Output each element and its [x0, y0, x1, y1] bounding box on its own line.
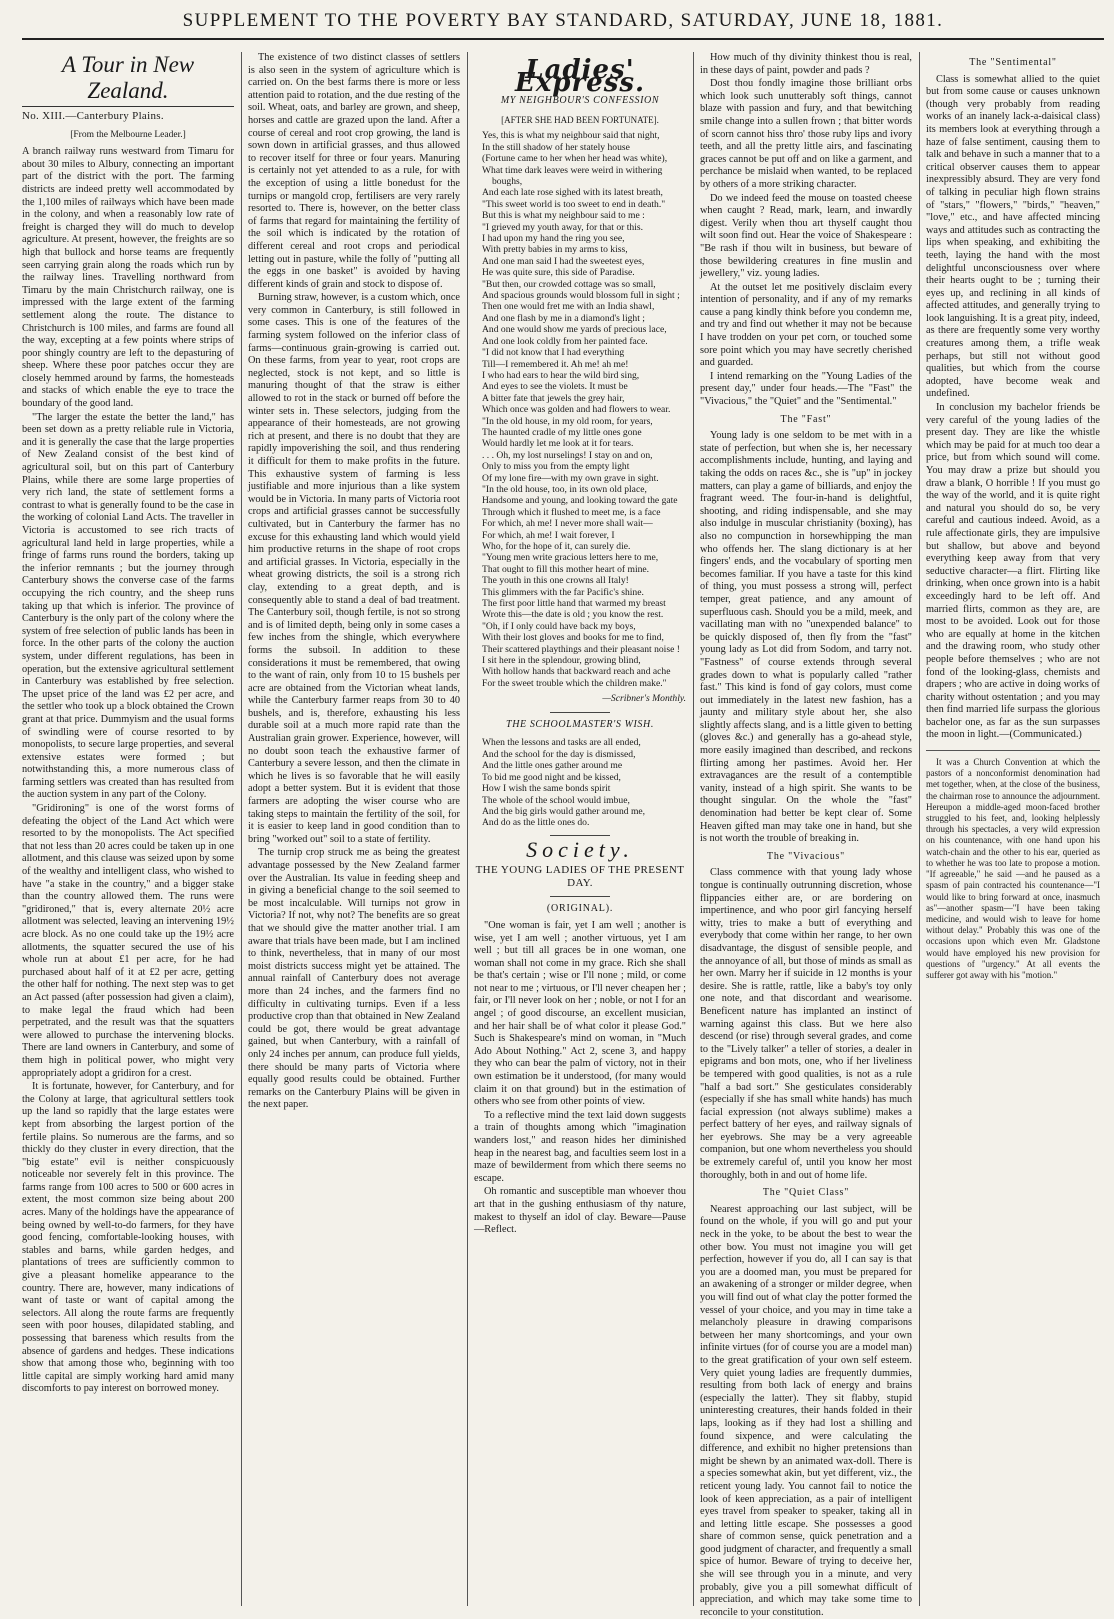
society-paragraph: "One woman is fair, yet I am well ; another is wise, yet I am well ; another virtuous, yet I am well ; but till all graces be in one woman, one woman shall not come in my grace. Rich she shall be that's certain ; wise or I'll none ; mild, or come not near to me ; virtuous, or I'll never cheapen her ; fair, or I'll never look on her ; noble, or not I for an angel ; of good discourse, an excellent musician, and her hair shall be of what color it please God." Such is Shakespeare's mind on woman, in "Much Ado About Nothing." Act 2, scene 3, and happy they who can bear the palm of victory, not in their own estimation be it understood, (for many would claim it on that ground) but in the estimation of others who see from other points of view. [474, 919, 686, 1108]
column-rule [241, 52, 242, 1606]
tour-paragraph: The existence of two distinct classes of settlers is also seen in the system of agriculture which is carried on. On the best farms there is more or less attention paid to rotation, and the due resting of the soil. Wheat, oats, and barley are grown, and sheep, horses and cattle are grazed upon the land. After a course of cereal and root crop growing, the land is sown down in artificial grasses, and thus allowed to recover itself for three or four years. Manuring is certainly not yet attended to as a rule, for with the exception of using a little bonedust for the turnips or mangold crop, fertilisers are very rarely resorted to. There is, however, on the better class of farms that regard for maintaining the fertility of the soil which is indicated by the rotation of different cereal and root crops and periodical letting out in pasture, while the folly of "putting all the eggs in one basket" is avoided by having different kinds of grain and stock to dispose of. [248, 52, 460, 290]
poem-line: And spacious grounds would blossom full in sight ; [482, 290, 680, 302]
poem-line: With hollow hands that backward reach and ache [482, 666, 671, 678]
section-heading-vivacious: The "Vivacious" [766, 850, 846, 862]
poem-schoolmasters-wish [474, 737, 686, 828]
poem-line: "This sweet world is too sweet to end in death." [482, 198, 666, 210]
ladies-express-heading: Ladies' Express. [514, 55, 646, 98]
anecdote-text: It was a Church Convention at which the pastors of a nonconformist denomination had met together, when, at the close of the business, the chairman rose to announce the adjournment. Hereupon a middle-aged moon-faced brother struggled to his feet, and, looking helplessly through his spectacles, a very wild expression on his countenance, with one hand upon his watch-chain and the other to his ear, queried as to whether he was too late to propose a motion. "If agreeable," he said —and he paused as a spasm of pain contracted his countenance—"I would like to bring forward at once, inasmuch as"—another spasm—"I have been taking medicine, and would wish to leave for home without delay." Probably this was one of the occasions upon which even Mr. Gladstone would have employed his new provision for questions of "urgency." At all events the sufferer got away with his "motion." [926, 757, 1100, 980]
tour-paragraph: It is fortunate, however, for Canterbury, and for the Colony at large, that agricultural settlers took up the land so rapidly that the large estates were kept from absorbing the largest portion of the fertile plains. So numerous are the farms, and so thickly do they cluster in every direction, that the "big estate" evil is neither conspicuously noticeable nor severely felt in this province. The farms range from 100 acres to 500 or 600 acres in extent, the most common size being about 200 acres. Many of the holdings have the appearance of being owned by well-to-do farmers, for they have good fencing, comfortable-looking houses, with stables and barns, while garden hedges, and plantations of trees are sufficiently common to give a pleasant homelike appearance to the country. There are, however, many indications of want of taste or want of capital among the selectors. All along the route farms are frequently seen with poor houses, dilapidated stabling, and possessing that bareness which results from the absence of gardens and hedges. These indications show that among those who, beginning with too little capital are simply working hard amid many discomforts to pay interest on borrowed money. [22, 1081, 234, 1395]
divider [550, 712, 610, 713]
poem-line: With their lost gloves and books for me to find, [482, 632, 664, 644]
poem-line: Yes, this is what my neighbour said that night, [482, 130, 660, 142]
poem-line: This glimmers with the far Pacific's shine. [482, 586, 644, 598]
poem-line: The first poor little hand that warmed my breast [482, 598, 666, 610]
tour-title: A Tour in New Zealand. [22, 52, 234, 107]
tour-subtitle: No. XIII.—Canterbury Plains. [22, 110, 164, 122]
society-paragraph: In conclusion my bachelor friends be very careful of the young ladies of the present day. They are like the whistle which may be paid for at much too dear a price, but from which sound will come. You may draw a prize but should you draw a blank, O horrible ! If you must go the way of the world, and it is quite right and natural you should do so, be very careful and cautious indeed. Avoid, as a rule affectionate girls, they are impulsive but shallow, but above and beyond everything keep away from that very seductive character—a flirt. Flirting like drinking, when once grown into is a habit exceedingly hard to be left off. And married flirts, common as they are, are most to be avoided. Look out for those who are equally at home in the kitchen and the drawing room, who study other people before themselves ; who are not fond of the looking-glass, chemists and drapers ; who are active in doing works of charity without ostentation ; and you may then find married life surpass the glorious bachelor one, as far as the sun surpasses the moon in light.—(Communicated.) [926, 402, 1100, 741]
tour-paragraph: "Gridironing" is one of the worst forms of defeating the object of the Land Act which were resorted to by the monopolists. The Act specified that not less than 20 acres could be taken up in one allotment, and this clause was seized upon by some of the wealthy and intelligent class, who wished to have "a stake in the country," and a bigger stake than the country allowed them. The runs were "gridironed," that is, every alternate 20½ acre allotment was selected, leaving an intervening 19½ acre block. As no one could take up the 19½ acre allotments, the squatter secured the use of his whole run at about £1 per acre, for he had purchased about half of it at £2 per acre, getting the other half for nothing. The next step was to get an Act passed (after possession had given a claim), to make legal the fraud which had been perpetrated, and the result was that the squatters were allowed to purchase the intervening blocks. There are land owners in Canterbury, and some of them high in political power, who might very appropriately adopt a gridiron for a crest. [22, 803, 234, 1079]
poem-line: "I grieved my youth away, for that or this. [482, 221, 644, 233]
poem-line: And one look coldly from her painted face. [482, 335, 648, 347]
column-rule [693, 52, 694, 1606]
tour-paragraph: Burning straw, however, is a custom which, once very common in Canterbury, is still followed in some cases. This is one of the features of the farming system followed on the inferior class of farms—continuous grain-growing is carried out. On these farms, from year to year, root crops are neglected, stock is not kept, and so little is manuring thought of that the straw is either allowed to rot in the stack or burned off before the winter sets in. These selectors, judging from the appearance of their homesteads, are not growing rich at present, and there is no doubt that they are rapidly impoverishing the soil, and thus rendering it difficult for them to make profits in the future. This exhaustive system of farming is less justifiable and more injurious than a like system would be in Victoria. In many parts of Victoria root crops and artificial grasses cannot be successfully cultivated, but in Canterbury the farmer has no excuse for this exhausting land which would yield him productive returns in the shape of root crops and artificial grasses. In Victoria, especially in the wheat growing districts, the soil is a strong rich clay, extending to a great depth, and is consequently able to stand a deal of bad treatment. The Canterbury soil, though fertile, is not so strong and is of limited depth, being only in some cases a few inches from the shingle, which everywhere forms the subsoil. In addition to these considerations it must be remembered, that owing to the want of rain, only from 10 to 15 bushels per acre are obtained from the Victorian wheat lands, while the Canterbury farmer reaps from 30 to 40 bushels, and is, therefore, exhausting his less durable soil at a much more rapid rate than the Australian grain grower. Experience, however, will no doubt soon teach the exhaustive farmer of Canterbury a severe lesson, and then the climate in which he lives is so favorable that he will easily adopt a better system. But it is evident that those farmers are adopting the wiser course who are taking steps to maintain the fertility of the soil, for it is easier to keep land in good condition than to bring "worked out" soil to a state of fertility. [248, 292, 460, 845]
society-paragraph: Class is somewhat allied to the quiet but from some cause or causes unknown (though very probably from reading works of an inanely lack-a-daisical class) its members look at everything through a haze of false sentiment, causing them to talk and behave in such a manner that to a critical observer causes them to appear inexpressibly absurd. They are very fond of talking in peculiar high flown strains of "stars," "flowers," "birds," "heaven," "love," etc., and have affected mincing ways and attitudes such as contracting the lips when speaking, and exhibiting the teeth, laying the hand with the most delightful unconsciousness over where their hearts ought to be ; turning their eyes up, and reclining in all kinds of affected attitudes, and generally trying to look languishing. It is a great pity, indeed, as there are frequently some very worthy creatures among them, a trifle weak perhaps, but still not without good qualities, but which from the course adopted, have become weak and undefined. [926, 73, 1100, 400]
poem-line: "In the old house, in my old room, for years, [482, 415, 653, 427]
society-paragraph: Young lady is one seldom to be met with in a state of perfection, but when she is, her necessary accomplishments include, hunting, and laying and taking the odds on races &c., she is "up" in jockey matters, can play a game of billiards, and enjoy the fragrant weed. The four-in-hand is delightful, shooting, and riding indispensable, and she may also indulge in muscular christianity (boxing), has also no compunction in horsewhipping the man who offends her. The slang dictionary is at her fingers' ends, and the vocabulary of sporting men becomes familiar. If you have a taste for this kind of thing, you must possess a strong will, perfect temper, great patience, and any amount of superfluous cash. Should you be a mild, meek, and vacillating man with no "unexpended balance" to be quickly disposed of, then fly from the "fast" young lady as Lot did from Sodom, and tarry not. "Fastness" of course extends through several grades down to what is popularly called "rather fast." This kind is fond of gay colors, must come out immediately in the latest new fashion, has a jaunty and military style about her, she also slightly affects slang, and is a little given to betting (gloves &c.) and generally has a go-ahead style, more easily imagined than described, and reckons flirting among her pastimes. Avoid her. Her extravagances are the result of a contemptible vanity, instead of a high spirit. She wants to be thought singular. On the whole the "fast" denomination had better be kept clear of. Some Heaven gifted man may take one in hand, but she is not worth the trouble of breaking in. [700, 430, 912, 845]
society-paragraph: Nearest approaching our last subject, will be found on the whole, if you will go and put your neck in the yoke, to be about the best to wear the other bow. You must not imagine you will get perfection, however if you do, all I can say is that you are a doomed man, you must be prepared for an awakening of a stronger or milder degree, when you will find out of what clay the potter formed the vessel of your choice, and you may in time take a melancholy pleasure in drawing comparisons between her many shortcomings, and your own infinite virtues (for of course you are a model man) to the great gratification of your own self esteem. Very quiet young ladies are frequently dummies, resulting from both lack of energy and brains (especially the latter). They sit flabby, stupid uninteresting creatures, their hands folded in their laps, looking as if they had lost a shilling and found sixpence, and were calculating the difference, and exhibit no higher pretensions than might be shewn by an animated wax-doll. There is a species somewhat akin, but yet different, viz., the reticent young lady. You cannot fail to notice the look of keen appreciation, as a pair of intelligent eyes travel from speaker to speaker, taking all in and letting little escape. She possesses a good share of common sense, quick penetration and a good judgment of character, and frequently a small spice of humor. Beware of trying to deceive her, she will see through you in a minute, and very probably, give you a pill somewhat difficult of appreciation, and which may take some time to reconcile to your constitution. [700, 1203, 912, 1618]
column-2 [248, 52, 460, 1606]
poem-line: To bid me good night and be kissed, [482, 771, 621, 783]
poem-line: I had upon my hand the ring you see, [482, 233, 625, 245]
poem-line: "I did not know that I had everything [482, 347, 625, 359]
section-heading-fast: The "Fast" [780, 413, 832, 425]
society-paragraph: How much of thy divinity thinkest thou is real, in these days of paint, powder and pads ? [700, 52, 912, 76]
section-heading-sentimental: The "Sentimental" [969, 57, 1057, 68]
poem-line: And the big girls would gather around me, [482, 805, 646, 817]
masthead: SUPPLEMENT TO THE POVERTY BAY STANDARD, SATURDAY, JUNE 18, 1881. [22, 8, 1104, 40]
poem-line: "In the old house, too, in its own old place, [482, 483, 647, 495]
poem-line: I sit here in the splendour, growing blind, [482, 655, 641, 667]
anecdote-box [926, 750, 1100, 981]
poem-line: "But then, our crowded cottage was so small, [482, 278, 656, 290]
poem-line: What time dark leaves were weird in withering boughs, [482, 164, 663, 187]
poem-line: And one flash by me in a diamond's light ; [482, 312, 645, 324]
poem-line: Who, for the hope of it, can surely die. [482, 541, 631, 552]
poem-line: But this is what my neighbour said to me : [482, 210, 645, 222]
society-paragraph: Oh romantic and susceptible man whoever thou art that in the gushing enthusiasm of thy nature, makest to thyself an idol of clay. Beware—Pause—Reflect. [474, 1186, 686, 1236]
poem-line: He was quite sure, this side of Paradise. [482, 267, 635, 279]
poem-line: Which once was golden and had flowers to wear. [482, 404, 671, 416]
poem-line: . . . Oh, my lost nurselings! I stay on and on, [482, 449, 653, 461]
poem-line: Would hardly let me look at it for tears. [482, 438, 634, 450]
poem-title: MY NEIGHBOUR'S CONFESSION [500, 95, 660, 107]
poem-line: And one man said I had the sweetest eyes, [482, 255, 645, 267]
society-paragraph: Do we indeed feed the mouse on toasted cheese when caught ? Read, mark, learn, and inwardly digest. Verily when thou art thyself caught thou wilt soon find out. Hear the voice of Shakespeare : "Be rash if thou wilt in business, but beware of those bewildering creatures in fine muslin and jewellery," viz. young ladies. [700, 192, 912, 280]
original-label: (ORIGINAL). [546, 903, 614, 915]
society-paragraph: Dost thou fondly imagine those brilliant orbs which look such unutterably soft things, cannot blaze with passion and fury, and that bewitching smile change into a sullen frown ; that bitter words of scorn cannot hiss thro' those ruby lips and ivory teeth, and all the pretty little airs, and fascinating graces cannot be put off and on like a garment, and perchance be mislaid when wanted, to be replaced by others of a more striking character. [700, 78, 912, 190]
columns [22, 52, 1100, 1618]
tour-source: [From the Melbourne Leader.] [70, 129, 186, 140]
poem-line: The whole of the school would imbue, [482, 794, 630, 806]
poem-line: For the sweet trouble which the children make." [482, 677, 667, 689]
tour-paragraph: The turnip crop struck me as being the greatest advantage possessed by the New Zealand farmer over the Australian. Its value in feeding sheep and in giving a beneficial change to the soil seemed to be most incalculable. Will turnips not grow in Victoria? If not, why not? The benefits are so great that we should give the matter another trial. I am aware that trials have been made, but I am inclined to think, nevertheless, that in many of our most moist districts success might yet be attained. The annual rainfall of Canterbury does not average more than 24 inches, and the farmers find no difficulty in cultivating turnips. Even if a less productive crop than that obtained in New Zealand could be got, there would be great advantage gained, but when Canterbury, with a rainfall of only 24 inches per annum, can produce full yields, there should be many parts of Victoria where equally good results could be obtained. Further remarks on the Canterbury Plains will be given in the next paper. [248, 847, 460, 1111]
poem-line: Then one would fret me with an India shawl, [482, 301, 655, 313]
poem-line: I who had ears to hear the wild bird sing, [482, 369, 640, 381]
column-rule [919, 52, 920, 1606]
poem-line: Handsome and young, and looking toward the gate [482, 495, 678, 507]
society-paragraph: To a reflective mind the text laid down suggests a train of thoughts among which "imagination wanders lost," and reason hides her diminished heap in the nearest bag, and faculties seem lost in a maze of bewilderment from which there seems no escape. [474, 1109, 686, 1184]
tour-paragraph: A branch railway runs westward from Timaru for about 30 miles to Albury, connecting an important part of the district with the port. The farming districts are indeed pretty well accommodated by the 1,100 miles of railways which have been made in the colony, and when a reasonably low rate of freight is charged they will do much to develop agriculture. At present, however, the freights are so high that bullock and horse teams are frequently seen carrying grain along the roads which run by the railway lines. Travelling northward from Timaru by the main Christchurch railway, one is impressed with the large extent of the farming settlement along the route. The distance to Christchurch is 100 miles, and farms are found all the way, excepting at a few points where strips of poor shingly country are left to the depasturing of sheep. Where these poor patches occur they are closely hemmed around by farms, the homesteads and stacks of which enable the eye to trace the boundary of the good land. [22, 146, 234, 410]
divider [550, 835, 610, 836]
tour-paragraph: "The larger the estate the better the land," has been set down as a pretty reliable rule in Victoria, and it is generally the case that the large properties of New Zealand consist of the best kind of agricultural soil, but on this part of Canterbury Plains, while there are some large properties of very rich land, the state of settlement forms a contrast to what is generally found to be the case in the working of colonial Land Acts. The traveller in Victoria is accustomed to see rich tracts of agricultural land held in large properties, while a fringe of farms runs round the borders, taking up the inferior remnants ; but the journey through Canterbury shows the converse case of the farms occupying the rich country, and the sheep runs taking up that which is inferior. The province of Canterbury is the only part of the colony where the system of free selection of public lands has been in force. In the other parts of the colony the auction system, under different regulations, has been in operation, but the extensive agricultural settlement in Canterbury was established by free selection. The upset price of the land was £2 per acre, and the settler who took up a block obtained the Crown grant at that price. Dummyism and the usual forms of swindling were of course resorted to by monopolists, to secure large properties, and several extensive estates were formed ; but notwithstanding this, a more numerous class of farming settlers was created than has resulted from the auction system in any part of the Colony. [22, 411, 234, 801]
poem-line: Their scattered playthings and their pleasant noise ! [482, 643, 680, 655]
column-3 [474, 52, 686, 1606]
poem-line: And eyes to see the violets. It must be [482, 381, 628, 393]
poem-line: "Oh, if I only could have back my boys, [482, 620, 636, 632]
poem-note: [AFTER SHE HAD BEEN FORTUNATE]. [501, 114, 659, 125]
poem-neighbours-confession [474, 130, 686, 689]
poem-line: Wrote this—the date is old ; you know the rest. [482, 609, 664, 621]
poem-line: In the still shadow of her stately house [482, 141, 630, 153]
poem-line: For which, ah me! I wait forever, I [482, 529, 615, 541]
poem-line: Through which it flushed to meet me, is a face [482, 506, 661, 518]
poem-line: Only to miss you from the empty light [482, 461, 630, 473]
poem-line: That ought to fill this mother heart of mine. [482, 563, 650, 575]
column-rule [467, 52, 468, 1606]
poem-line: And the little ones gather around me [482, 760, 623, 772]
poem-line: And the school for the day is dismissed, [482, 748, 636, 760]
poem-line: How I wish the same bonds spirit [482, 783, 611, 795]
poem-line: Till—I remembered it. Ah me! ah me! [482, 358, 629, 370]
poem-line: With pretty babies in my arms to kiss, [482, 244, 628, 256]
section-heading-quiet: The "Quiet Class" [762, 1187, 850, 1199]
poem-line: When the lessons and tasks are all ended, [482, 737, 641, 749]
society-heading: Society. [526, 836, 634, 862]
poem-line: For which, ah me! I never more shall wait— [482, 518, 653, 530]
column-1 [22, 52, 234, 1606]
poem-line: The haunted cradle of my little ones gone [482, 426, 642, 438]
poem-title: THE SCHOOLMASTER'S WISH. [506, 718, 654, 730]
divider [550, 896, 610, 897]
poem-line: (Fortune came to her when her head was white), [482, 153, 668, 165]
column-5 [926, 52, 1100, 1606]
poem-line: And one would show me yards of precious lace, [482, 324, 667, 336]
poem-line: "Young men write gracious letters here to me, [482, 552, 659, 564]
column-4 [700, 52, 912, 1618]
poem-line: And each late rose sighed with its latest breath, [482, 187, 663, 199]
poem-line: And do as the little ones do. [482, 817, 590, 829]
poem-line: The youth in this one crowns all Italy! [482, 575, 629, 587]
society-paragraph: At the outset let me positively disclaim every intention of personality, and if any of my remarks cause a pang kindly think before you condemn me, and try and find out whether it may not be because I have trodden on your pet corn, or touched some sore point which you may have secretly cherished and guarded. [700, 281, 912, 369]
article-title: THE YOUNG LADIES OF THE PRESENT DAY. [475, 864, 685, 890]
poem-line: A bitter fate that jewels the grey hair, [482, 392, 625, 404]
society-paragraph: Class commence with that young lady whose tongue is continually outrunning discretion, whose flippancies either are, or are bordering on impertinence, and who poor girl fancying herself witty, tries to make a butt of everything and everybody that come within her range, to her own disadvantage, the disgust of sensible people, and the annoyance of all, but those of minds as small as her own. Marry her if suicide in 12 months is your desire. She is rattle, rattle, like a baby's toy only one note, and that discordant and wearisome. Beneficent nature has implanted an instinct of warning against this class. But we here also descend (or rise) through several grades, and come to the "Lively talker" a teller of stories, a dealer in epigrams and bon mots, one, who if her liveliness be tempered with good qualities, is not as a rule "half a bad sort." She gesticulates considerably (especially if she has small white hands) has much facial expression (not always sublime) makes a perfect battery of her eyes, and railway signals of her eyebrows. She may be a very agreeable companion, but one whom nevertheless you should be extremely careful of, until you know her most thoroughly, both in and out of home life. [700, 867, 912, 1181]
poem-line: Of my lone fire—with my own grave in sight. [482, 472, 659, 484]
society-paragraph: I intend remarking on the "Young Ladies of the present day," under four heads.—The "Fast" the "Vivacious," the "Quiet" and the "Sentimental." [700, 370, 912, 408]
poem-signoff: —Scribner's Monthly. [602, 693, 686, 705]
